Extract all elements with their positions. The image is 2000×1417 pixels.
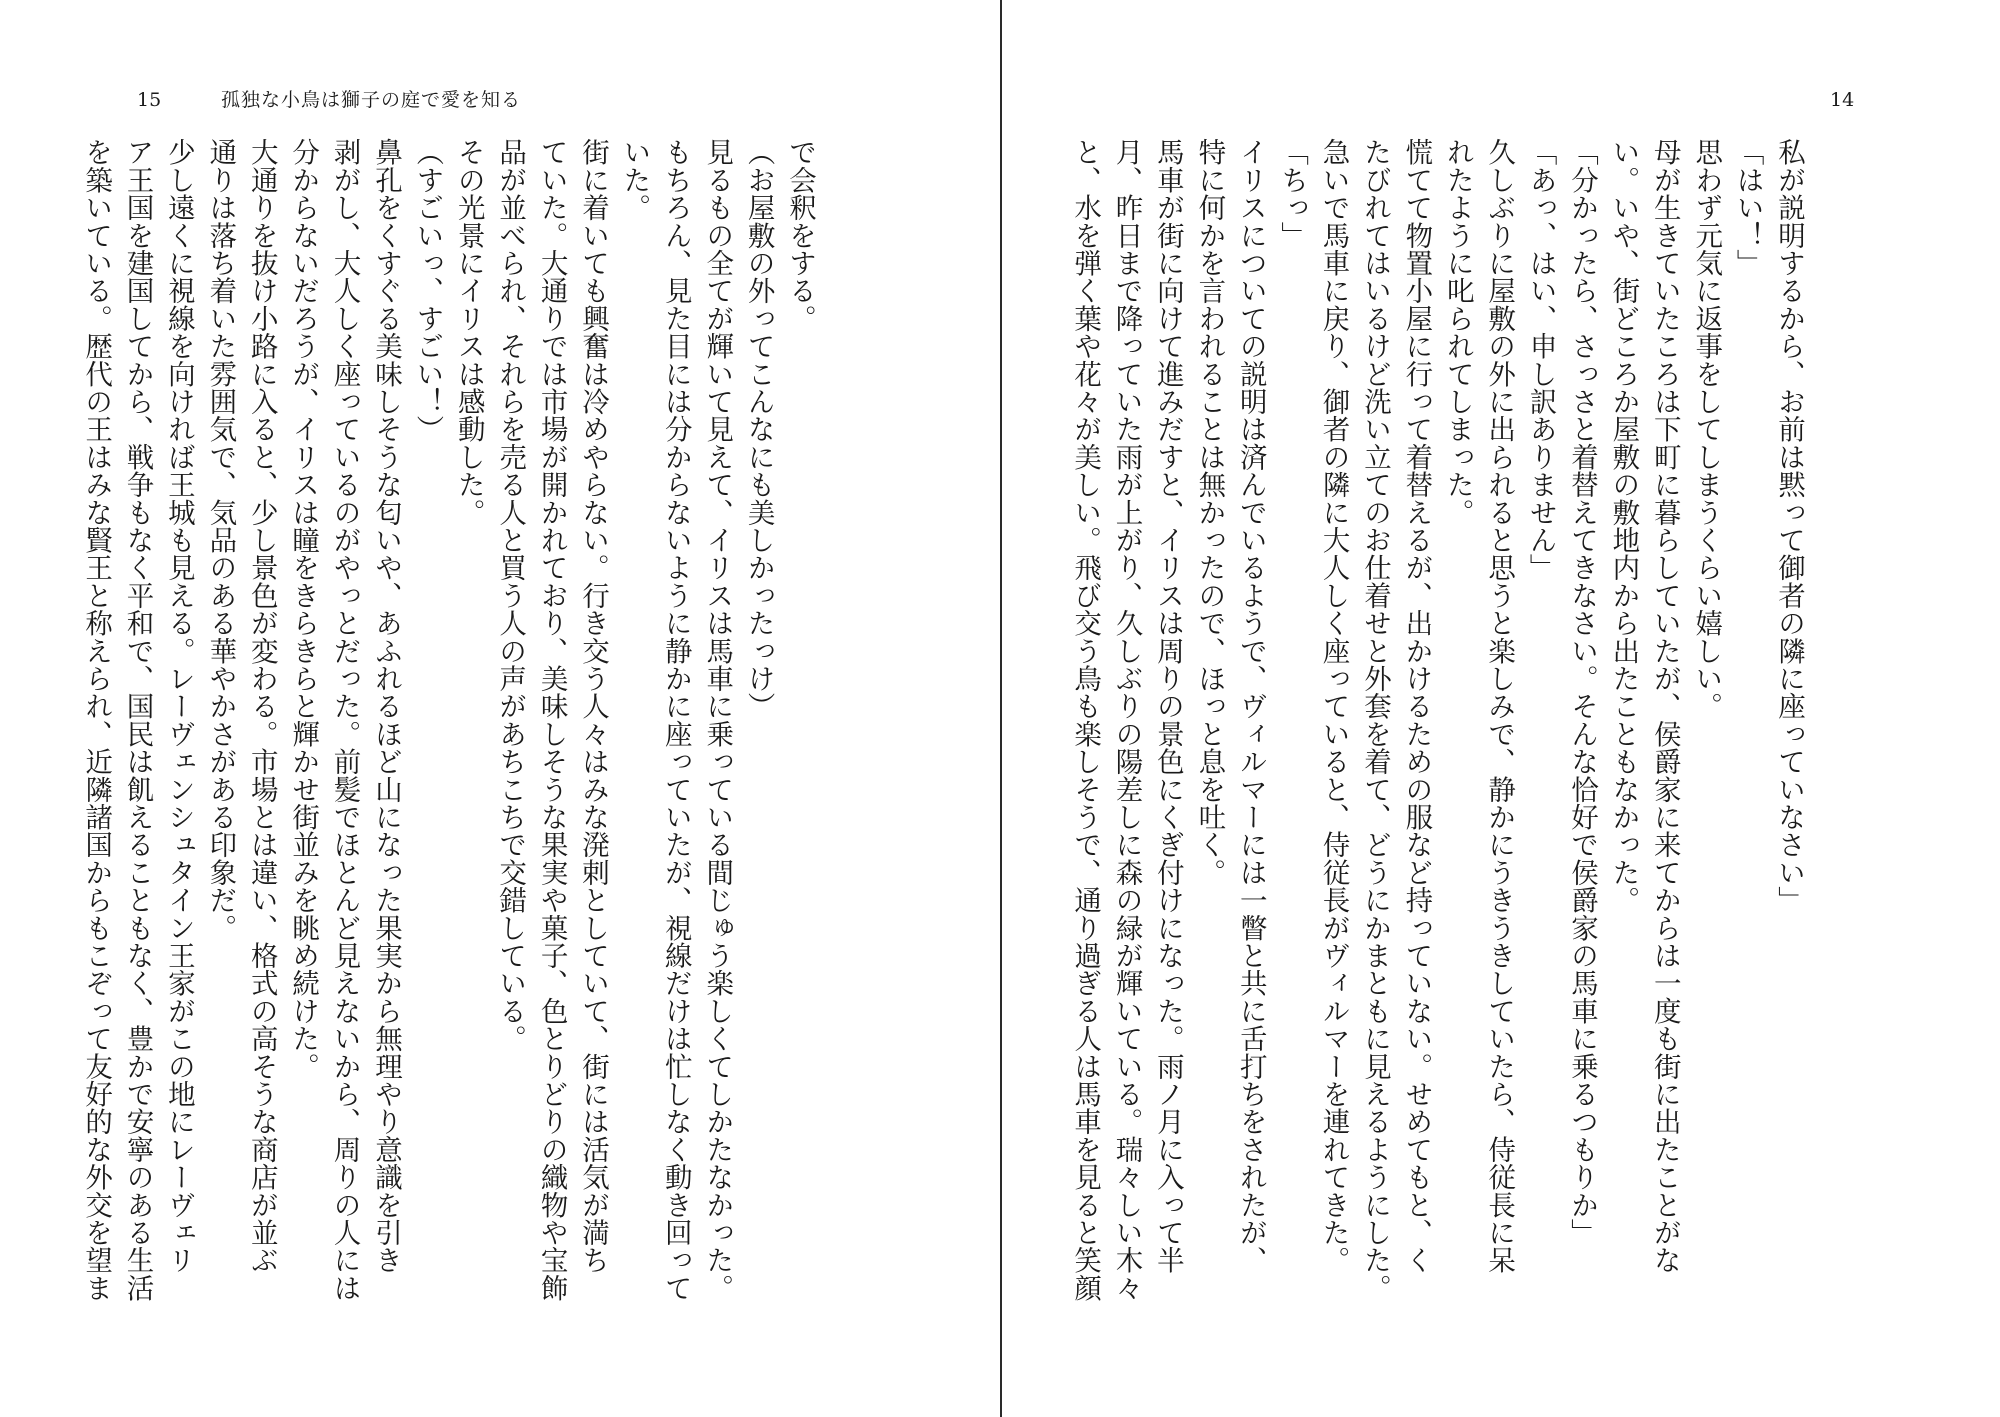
text-line: 街に着いても興奮は冷めやらない。行き交う人々はみな溌剌としていて、街には活気が満ち <box>576 138 609 1274</box>
text-line: もちろん、見た目には分からないように静かに座っていたが、視線だけは忙しなく動き回って <box>659 138 692 1302</box>
page-number-15: 15 <box>137 89 162 111</box>
text-line: ていた。大通りでは市場が開かれており、美味しそうな果実や菓子、色とりどりの織物や宝飾 <box>535 138 568 1302</box>
left-page-body <box>80 138 820 1388</box>
text-line: 鼻孔をくすぐる美味しそうな匂いや、あふれるほど山になった果実から無理やり意識を引き <box>369 138 402 1274</box>
right-page <box>1001 0 2000 1417</box>
text-line: 特に何かを言われることは無かったので、ほっと息を吐く。 <box>1193 138 1226 886</box>
text-line: 「ちっ」 <box>1276 138 1309 249</box>
page-number-14: 14 <box>1830 89 1855 111</box>
text-line: を築いている。歴代の王はみな賢王と称えられ、近隣諸国からもこぞって友好的な外交を望ま <box>80 138 113 1302</box>
text-line: （すごいっ、すごい！） <box>411 138 444 443</box>
text-line: 見るもの全てが輝いて見えて、イリスは馬車に乗っている間じゅう楽しくてしかたなかった。 <box>701 138 734 1302</box>
text-line: れたように叱られてしまった。 <box>1441 138 1474 526</box>
text-line: 思わず元気に返事をしてしまうくらい嬉しい。 <box>1690 138 1723 720</box>
text-line: イリスについての説明は済んでいるようで、ヴィルマーには一瞥と共に舌打ちをされたが、 <box>1234 138 1267 1274</box>
right-page-body <box>1069 138 1809 1388</box>
text-line: と、水を弾く葉や花々が美しい。飛び交う鳥も楽しそうで、通り過ぎる人は馬車を見ると笑顔 <box>1069 138 1102 1302</box>
text-line: ア王国を建国してから、戦争もなく平和で、国民は飢えることもなく、豊かで安寧のある生活 <box>121 138 154 1302</box>
text-line: 月、昨日まで降っていた雨が上がり、久しぶりの陽差しに森の緑が輝いている。瑞々しい木々 <box>1110 138 1143 1302</box>
running-title: 孤独な小鳥は獅子の庭で愛を知る <box>221 89 522 111</box>
text-line: 馬車が街に向けて進みだすと、イリスは周りの景色にくぎ付けになった。雨ノ月に入って半 <box>1151 138 1184 1274</box>
text-line: 久しぶりに屋敷の外に出られると思うと楽しみで、静かにうきうきしていたら、侍従長に呆 <box>1483 138 1516 1274</box>
text-line: 「あっ、はい、申し訳ありません」 <box>1524 138 1557 582</box>
text-line: 大通りを抜け小路に入ると、少し景色が変わる。市場とは違い、格式の高そうな商店が並ぶ <box>245 138 278 1274</box>
text-line: い。いや、街どころか屋敷の敷地内から出たこともなかった。 <box>1607 138 1640 914</box>
text-line: 少し遠くに視線を向ければ王城も見える。レーヴェンシュタイン王家がこの地にレーヴェリ <box>162 138 195 1274</box>
text-line: 母が生きていたころは下町に暮らしていたが、侯爵家に来てからは一度も街に出たことがな <box>1648 138 1681 1274</box>
text-line: いた。 <box>618 138 651 222</box>
text-line: （お屋敷の外ってこんなにも美しかったっけ） <box>742 138 775 720</box>
text-line: 「はい！」 <box>1731 138 1764 277</box>
text-line: 通りは落ち着いた雰囲気で、気品のある華やかさがある印象だ。 <box>204 138 237 942</box>
text-line: 品が並べられ、それらを売る人と買う人の声があちこちで交錯している。 <box>494 138 527 1053</box>
text-line: で会釈をする。 <box>784 138 816 332</box>
text-line: たびれてはいるけど洗い立てのお仕着せと外套を着て、どうにかまともに見えるようにした。 <box>1358 138 1391 1302</box>
text-line: 剥がし、大人しく座っているのがやっとだった。前髪でほとんど見えないから、周りの人には <box>328 138 361 1302</box>
text-line: 私が説明するから、お前は黙って御者の隣に座っていなさい」 <box>1773 138 1805 914</box>
text-line: 慌てて物置小屋に行って着替えるが、出かけるための服など持っていない。せめてもと、く <box>1400 138 1433 1274</box>
text-line: 「分かったら、さっさと着替えてきなさい。そんな恰好で侯爵家の馬車に乗るつもりか」 <box>1565 138 1598 1246</box>
text-line: その光景にイリスは感動した。 <box>452 138 485 526</box>
text-line: 分からないだろうが、イリスは瞳をきらきらと輝かせ街並みを眺め続けた。 <box>287 138 320 1080</box>
text-line: 急いで馬車に戻り、御者の隣に大人しく座っていると、侍従長がヴィルマーを連れてきた。 <box>1317 138 1350 1274</box>
